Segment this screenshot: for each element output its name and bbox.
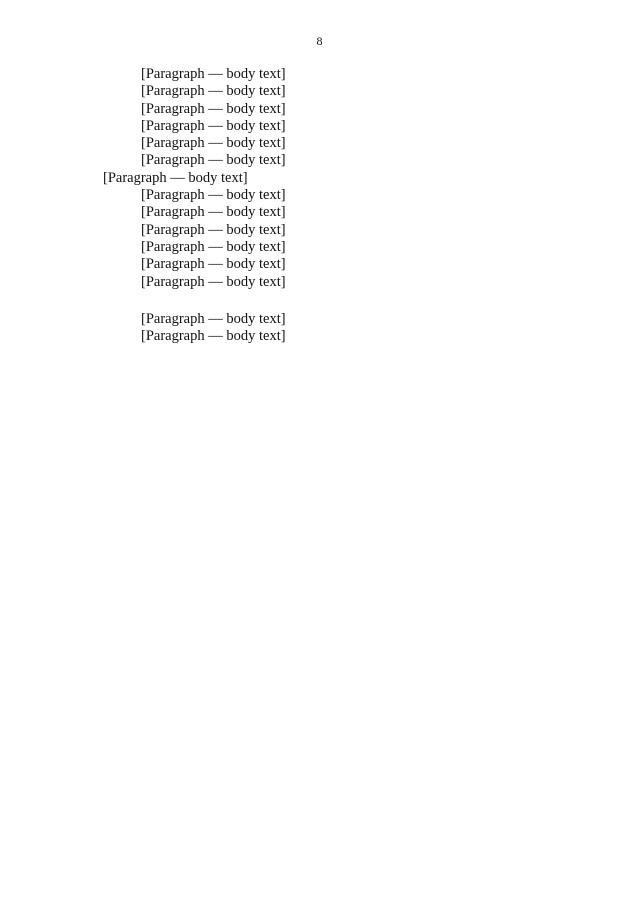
page-number: 8 xyxy=(316,34,323,48)
paragraph-subsidies-intro: [Paragraph — body text] xyxy=(141,135,286,152)
paragraph-biological-waste: [Paragraph — body text] xyxy=(141,328,286,345)
paragraph-subsidy-seed-breeding: [Paragraph — body text] xyxy=(141,238,286,255)
paragraph-subsidy-production: [Paragraph — body text] xyxy=(141,256,286,273)
paragraph-elite-seeds-share: [Paragraph — body text] xyxy=(141,83,286,100)
paragraph-subsidy-open-ground: [Paragraph — body text] xyxy=(141,204,286,221)
paragraph-subsidy-storage: [Paragraph — body text] xyxy=(141,221,286,238)
paragraph-target-indicators: [Paragraph — body text] xyxy=(141,310,286,327)
paragraph-vegetable-area: [Paragraph — body text] xyxy=(141,100,286,117)
paragraph-subsidy-elite-seeds: [Paragraph — body text] xyxy=(141,187,286,204)
paragraph-regional-project: [Paragraph — body text] xyxy=(141,273,286,290)
section-gap xyxy=(103,291,603,311)
document-body xyxy=(103,66,603,345)
paragraph-subsidy-agrotech: [Paragraph — body text] xyxy=(141,152,286,169)
paragraph-potato-area: [Paragraph — body text] xyxy=(141,117,286,134)
paragraph-subsidy-greenhouse: [Paragraph — body text] xyxy=(103,169,248,186)
paragraph-potato-production: [Paragraph — body text] xyxy=(141,66,286,82)
